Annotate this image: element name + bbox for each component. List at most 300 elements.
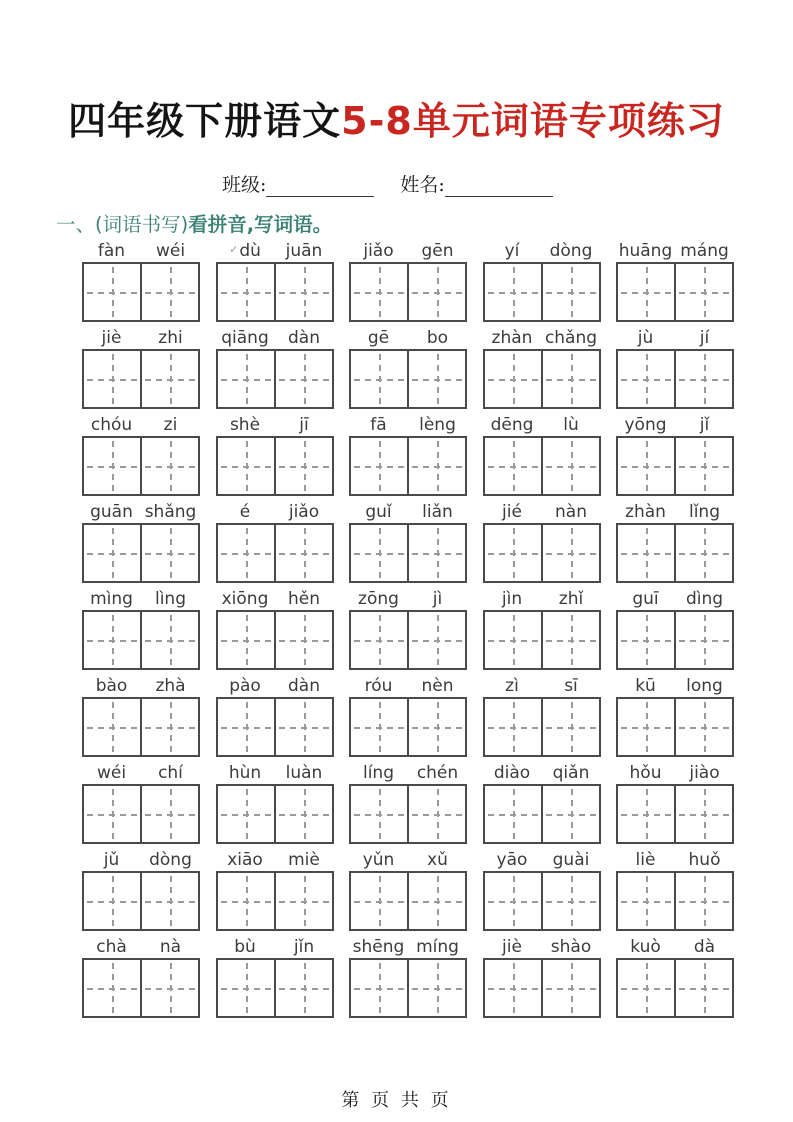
word-unit (483, 323, 601, 410)
pinyin-syllable: zōng (358, 589, 399, 609)
writing-cell[interactable] (674, 784, 734, 844)
guide-line-vertical (246, 789, 248, 839)
pinyin-label (616, 323, 734, 349)
writing-cell[interactable] (616, 697, 676, 757)
pinyin-syllable: zì (505, 676, 519, 696)
pinyin-syllable: xiāo (227, 850, 263, 870)
writing-cell[interactable] (82, 784, 142, 844)
guide-line-vertical (246, 615, 248, 665)
writing-boxes (349, 436, 467, 496)
writing-cell[interactable] (274, 784, 334, 844)
guide-line-vertical (513, 528, 515, 578)
word-unit (349, 932, 467, 1019)
pinyin-syllable: jié (502, 502, 522, 522)
writing-boxes (483, 610, 601, 670)
writing-cell[interactable] (349, 958, 409, 1018)
writing-cell[interactable] (483, 523, 543, 583)
pinyin-label (216, 758, 334, 784)
writing-cell[interactable] (349, 610, 409, 670)
writing-cell[interactable] (541, 784, 601, 844)
pinyin-syllable: shēng (352, 937, 405, 957)
guide-line-vertical (112, 876, 114, 926)
pinyin-syllable: jì (432, 589, 443, 609)
writing-cell[interactable] (216, 436, 276, 496)
guide-line-vertical (437, 963, 439, 1013)
writing-boxes (483, 784, 601, 844)
writing-cell[interactable] (140, 871, 200, 931)
pinyin-label (349, 497, 467, 523)
writing-cell[interactable] (140, 610, 200, 670)
writing-cell[interactable] (674, 262, 734, 322)
pinyin-syllable: shào (550, 937, 592, 957)
guide-line-vertical (646, 528, 648, 578)
guide-line-vertical (379, 615, 381, 665)
guide-line-vertical (437, 267, 439, 317)
word-unit (349, 497, 467, 584)
pinyin-syllable: guài (552, 850, 590, 870)
guide-line-vertical (379, 528, 381, 578)
writing-boxes (216, 784, 334, 844)
pinyin-syllable: nàn (555, 502, 587, 522)
guide-line-vertical (379, 963, 381, 1013)
word-unit (616, 584, 734, 671)
pinyin-syllable: bù (234, 937, 256, 957)
pinyin-label (349, 758, 467, 784)
writing-cell[interactable] (674, 871, 734, 931)
pinyin-syllable: fā (370, 415, 387, 435)
writing-cell[interactable] (407, 697, 467, 757)
writing-cell[interactable] (274, 697, 334, 757)
guide-line-vertical (246, 963, 248, 1013)
word-row (82, 671, 734, 758)
pinyin-label (616, 932, 734, 958)
word-unit (616, 236, 734, 323)
guide-line-vertical (112, 963, 114, 1013)
writing-cell[interactable] (483, 784, 543, 844)
pinyin-syllable: yāo (496, 850, 528, 870)
guide-line-vertical (571, 615, 573, 665)
pinyin-syllable: luàn (285, 763, 323, 783)
writing-cell[interactable] (674, 523, 734, 583)
writing-boxes (616, 610, 734, 670)
pinyin-syllable: zhǐ (558, 589, 584, 609)
word-unit (483, 758, 601, 845)
writing-cell[interactable] (82, 349, 142, 409)
guide-line-vertical (170, 528, 172, 578)
writing-cell[interactable] (140, 262, 200, 322)
writing-boxes (82, 610, 200, 670)
writing-boxes (216, 610, 334, 670)
writing-cell[interactable] (407, 523, 467, 583)
pinyin-syllable: dòng (549, 241, 593, 261)
guide-line-vertical (437, 354, 439, 404)
writing-cell[interactable] (483, 697, 543, 757)
pinyin-label (82, 932, 200, 958)
writing-cell[interactable] (541, 436, 601, 496)
pinyin-syllable: liǎn (422, 502, 453, 522)
writing-cell[interactable] (541, 871, 601, 931)
writing-cell[interactable] (349, 784, 409, 844)
pinyin-syllable: zhàn (625, 502, 666, 522)
word-unit (483, 845, 601, 932)
writing-cell[interactable] (483, 610, 543, 670)
writing-cell[interactable] (140, 784, 200, 844)
pinyin-label (483, 758, 601, 784)
pinyin-label (216, 497, 334, 523)
writing-boxes (483, 697, 601, 757)
pinyin-syllable: diào (493, 763, 531, 783)
pinyin-label (483, 236, 601, 262)
writing-boxes (616, 436, 734, 496)
section-header (56, 209, 332, 237)
pinyin-label (483, 323, 601, 349)
guide-line-vertical (246, 354, 248, 404)
pinyin-syllable: jiǎo (288, 502, 320, 522)
writing-cell[interactable] (274, 523, 334, 583)
guide-line-vertical (304, 789, 306, 839)
pinyin-syllable: zi (163, 415, 178, 435)
guide-line-vertical (646, 876, 648, 926)
pinyin-syllable: gē (367, 328, 390, 348)
guide-line-vertical (170, 963, 172, 1013)
writing-boxes (349, 958, 467, 1018)
section-tag: (词语书写) (95, 213, 189, 236)
guide-line-vertical (304, 963, 306, 1013)
word-unit (82, 497, 200, 584)
pinyin-syllable: wéi (155, 241, 186, 261)
guide-line-vertical (704, 267, 706, 317)
guide-line-vertical (437, 528, 439, 578)
writing-boxes (616, 871, 734, 931)
guide-line-vertical (170, 267, 172, 317)
writing-boxes (483, 871, 601, 931)
guide-line-vertical (513, 354, 515, 404)
writing-cell[interactable] (616, 784, 676, 844)
writing-cell[interactable] (541, 610, 601, 670)
writing-boxes (82, 436, 200, 496)
writing-cell[interactable] (616, 349, 676, 409)
writing-boxes (616, 784, 734, 844)
page-footer: 第 页 共 页 (341, 1090, 452, 1111)
writing-cell[interactable] (483, 349, 543, 409)
writing-boxes (616, 697, 734, 757)
writing-cell[interactable] (407, 436, 467, 496)
pinyin-syllable: xiōng (221, 589, 269, 609)
writing-cell[interactable] (82, 871, 142, 931)
guide-line-vertical (571, 702, 573, 752)
writing-boxes (483, 958, 601, 1018)
pinyin-syllable: é (239, 502, 251, 522)
writing-cell[interactable] (541, 697, 601, 757)
writing-cell[interactable] (349, 523, 409, 583)
writing-cell[interactable] (541, 349, 601, 409)
guide-line-vertical (379, 267, 381, 317)
pinyin-syllable: zhà (155, 676, 186, 696)
guide-line-vertical (304, 267, 306, 317)
pinyin-syllable: nà (159, 937, 182, 957)
writing-cell[interactable] (216, 697, 276, 757)
writing-cell[interactable] (407, 262, 467, 322)
writing-cell[interactable] (82, 610, 142, 670)
word-unit (483, 236, 601, 323)
writing-cell[interactable] (216, 349, 276, 409)
pinyin-label (349, 323, 467, 349)
writing-boxes (82, 958, 200, 1018)
writing-cell[interactable] (216, 784, 276, 844)
word-unit (616, 497, 734, 584)
pinyin-syllable: long (686, 676, 723, 696)
pinyin-syllable: sī (564, 676, 578, 696)
section-number: 一、 (56, 213, 96, 236)
guide-line-vertical (304, 615, 306, 665)
pinyin-syllable: dà (693, 937, 716, 957)
pinyin-label (82, 671, 200, 697)
writing-cell[interactable] (216, 523, 276, 583)
writing-cell[interactable] (82, 958, 142, 1018)
pinyin-syllable: jǐn (293, 937, 315, 957)
word-unit (82, 758, 200, 845)
word-unit (349, 236, 467, 323)
writing-cell[interactable] (407, 958, 467, 1018)
pinyin-label (616, 497, 734, 523)
writing-cell[interactable] (349, 697, 409, 757)
pinyin-syllable: ✓dù (229, 241, 261, 261)
guide-line-vertical (304, 528, 306, 578)
writing-cell[interactable] (483, 262, 543, 322)
guide-line-vertical (704, 702, 706, 752)
pinyin-syllable: jiè (101, 328, 122, 348)
pinyin-label (616, 410, 734, 436)
word-unit (216, 497, 334, 584)
writing-cell[interactable] (616, 610, 676, 670)
word-unit (216, 758, 334, 845)
writing-cell[interactable] (349, 262, 409, 322)
pinyin-syllable: pào (229, 676, 261, 696)
writing-cell[interactable] (140, 697, 200, 757)
writing-cell[interactable] (140, 523, 200, 583)
pinyin-label (82, 497, 200, 523)
word-unit (616, 671, 734, 758)
pinyin-syllable: shè (229, 415, 261, 435)
writing-cell[interactable] (674, 436, 734, 496)
writing-boxes (349, 610, 467, 670)
writing-cell[interactable] (541, 958, 601, 1018)
writing-cell[interactable] (274, 871, 334, 931)
writing-cell[interactable] (674, 349, 734, 409)
word-unit (82, 932, 200, 1019)
class-blank-field[interactable] (266, 177, 374, 197)
word-unit (216, 845, 334, 932)
pinyin-syllable: dēng (490, 415, 534, 435)
writing-boxes (82, 784, 200, 844)
guide-line-vertical (571, 528, 573, 578)
word-unit (616, 410, 734, 497)
pinyin-label (216, 323, 334, 349)
writing-cell[interactable] (616, 523, 676, 583)
writing-cell[interactable] (349, 871, 409, 931)
writing-boxes (483, 262, 601, 322)
guide-line-vertical (170, 441, 172, 491)
pinyin-label (82, 236, 200, 262)
pinyin-label (616, 758, 734, 784)
section-instruction: 看拼音,写词语。 (188, 213, 333, 236)
writing-cell[interactable] (274, 262, 334, 322)
guide-line-vertical (513, 789, 515, 839)
word-unit (216, 584, 334, 671)
writing-boxes (349, 784, 467, 844)
guide-line-vertical (513, 876, 515, 926)
word-unit (349, 410, 467, 497)
writing-cell[interactable] (541, 523, 601, 583)
guide-line-vertical (513, 441, 515, 491)
pinyin-syllable: yōng (624, 415, 667, 435)
pinyin-label (349, 584, 467, 610)
word-unit (616, 932, 734, 1019)
writing-cell[interactable] (674, 958, 734, 1018)
writing-boxes (216, 436, 334, 496)
guide-line-vertical (112, 702, 114, 752)
writing-boxes (616, 523, 734, 583)
writing-cell[interactable] (140, 436, 200, 496)
writing-cell[interactable] (82, 523, 142, 583)
guide-line-vertical (704, 354, 706, 404)
writing-cell[interactable] (483, 436, 543, 496)
guide-line-vertical (646, 702, 648, 752)
word-row (82, 584, 734, 671)
writing-boxes (349, 871, 467, 931)
guide-line-vertical (646, 963, 648, 1013)
writing-cell[interactable] (674, 697, 734, 757)
pinyin-syllable: nèn (421, 676, 454, 696)
writing-cell[interactable] (616, 958, 676, 1018)
name-blank-field[interactable] (445, 177, 553, 197)
word-unit (349, 323, 467, 410)
pinyin-label (616, 236, 734, 262)
writing-cell[interactable] (82, 697, 142, 757)
writing-boxes (82, 871, 200, 931)
guide-line-vertical (646, 267, 648, 317)
writing-cell[interactable] (483, 871, 543, 931)
guide-line-vertical (571, 267, 573, 317)
writing-boxes (216, 262, 334, 322)
word-unit (616, 845, 734, 932)
pinyin-syllable: miè (288, 850, 320, 870)
guide-line-vertical (304, 354, 306, 404)
pinyin-syllable: hěn (287, 589, 320, 609)
title-unit-part: 5-8单元词语专项练习 (341, 99, 725, 143)
guide-line-vertical (704, 615, 706, 665)
word-unit (216, 236, 334, 323)
word-unit (349, 758, 467, 845)
writing-cell[interactable] (349, 349, 409, 409)
word-unit (82, 845, 200, 932)
word-unit (216, 671, 334, 758)
pinyin-label (483, 845, 601, 871)
pinyin-syllable: qiǎn (552, 763, 590, 783)
guide-line-vertical (112, 267, 114, 317)
word-unit (349, 671, 467, 758)
writing-cell[interactable] (274, 349, 334, 409)
guide-line-vertical (304, 441, 306, 491)
guide-line-vertical (170, 615, 172, 665)
writing-cell[interactable] (616, 262, 676, 322)
pinyin-syllable: dàn (288, 676, 320, 696)
guide-line-vertical (571, 789, 573, 839)
pinyin-label (616, 845, 734, 871)
pinyin-syllable: jí (699, 328, 710, 348)
writing-cell[interactable] (541, 262, 601, 322)
guide-line-vertical (437, 876, 439, 926)
guide-line-vertical (704, 789, 706, 839)
writing-cell[interactable] (407, 784, 467, 844)
guide-line-vertical (437, 441, 439, 491)
guide-line-vertical (646, 789, 648, 839)
writing-cell[interactable] (407, 871, 467, 931)
pinyin-label (216, 845, 334, 871)
writing-cell[interactable] (274, 958, 334, 1018)
writing-cell[interactable] (674, 610, 734, 670)
guide-line-vertical (112, 789, 114, 839)
guide-line-vertical (379, 441, 381, 491)
writing-cell[interactable] (274, 610, 334, 670)
writing-cell[interactable] (349, 436, 409, 496)
pinyin-syllable: jìn (501, 589, 523, 609)
writing-cell[interactable] (216, 262, 276, 322)
guide-line-vertical (646, 615, 648, 665)
writing-cell[interactable] (407, 349, 467, 409)
writing-cell[interactable] (140, 958, 200, 1018)
writing-boxes (216, 958, 334, 1018)
writing-cell[interactable] (616, 871, 676, 931)
writing-cell[interactable] (483, 958, 543, 1018)
word-unit (216, 932, 334, 1019)
pinyin-syllable: lù (563, 415, 579, 435)
guide-line-vertical (246, 528, 248, 578)
writing-cell[interactable] (216, 871, 276, 931)
writing-cell[interactable] (82, 262, 142, 322)
writing-boxes (616, 262, 734, 322)
title-grade-part: 四年级下册语文 (68, 99, 342, 143)
pinyin-syllable: jiè (502, 937, 522, 957)
pinyin-syllable: jù (637, 328, 654, 348)
word-unit (483, 932, 601, 1019)
pinyin-syllable: gēn (421, 241, 454, 261)
guide-line-vertical (704, 441, 706, 491)
pinyin-syllable: lèng (419, 415, 456, 435)
pinyin-label (616, 584, 734, 610)
writing-cell[interactable] (216, 958, 276, 1018)
pinyin-syllable: yí (504, 241, 520, 261)
pinyin-syllable: chóu (90, 415, 133, 435)
writing-cell[interactable] (140, 349, 200, 409)
pinyin-syllable: jī (299, 415, 309, 435)
pinyin-label (216, 236, 334, 262)
writing-cell[interactable] (82, 436, 142, 496)
pinyin-syllable: guǐ (365, 502, 392, 522)
pinyin-syllable: líng (362, 763, 394, 783)
writing-cell[interactable] (407, 610, 467, 670)
writing-boxes (216, 349, 334, 409)
writing-boxes (349, 523, 467, 583)
pinyin-syllable: jiǎo (363, 241, 394, 261)
writing-cell[interactable] (216, 610, 276, 670)
pinyin-label (349, 410, 467, 436)
writing-cell[interactable] (274, 436, 334, 496)
pinyin-label (82, 758, 200, 784)
word-row (82, 236, 734, 323)
guide-line-vertical (304, 702, 306, 752)
writing-cell[interactable] (616, 436, 676, 496)
